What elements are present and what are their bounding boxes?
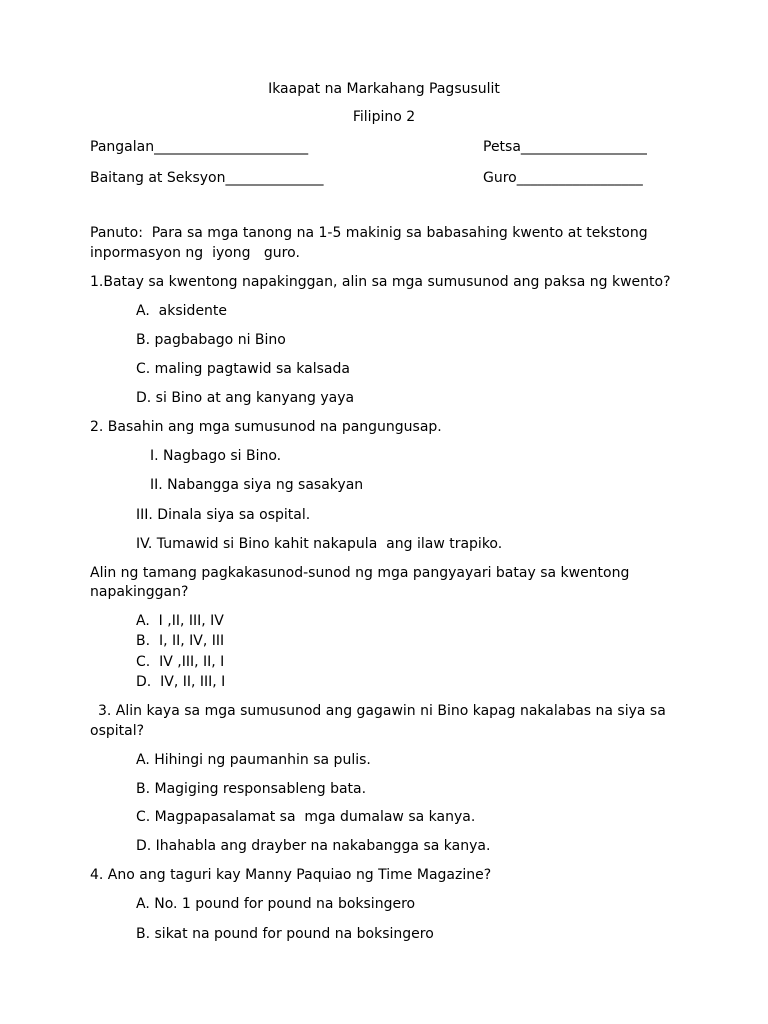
- q2-choice-a: A. I ,II, III, IV: [136, 613, 224, 629]
- question-4: 4. Ano ang taguri kay Manny Paquiao ng Time Magazine?: [90, 867, 492, 883]
- q2-choice-b: B. I, II, IV, III: [136, 633, 225, 649]
- q4-choice-a: A. No. 1 pound for pound na boksingero: [136, 896, 416, 912]
- instructions-line-1: Panuto: Para sa mga tanong na 1-5 makinig sa babasahing kwento at tekstong: [90, 225, 648, 241]
- instructions-line-2: inpormasyon ng iyong guro.: [90, 245, 300, 261]
- q2-statement-3: III. Dinala siya sa ospital.: [136, 507, 311, 523]
- q2-statement-4: IV. Tumawid si Bino kahit nakapula ang ilaw trapiko.: [136, 536, 503, 552]
- q2-statement-1: I. Nagbago si Bino.: [150, 448, 282, 464]
- q3-question-line-1: 3. Alin kaya sa mga sumusunod ang gagawin ni Bino kapag nakalabas na siya sa: [98, 703, 666, 719]
- q1-choice-b: B. pagbabago ni Bino: [136, 332, 286, 348]
- pangalan-field: Pangalan______________________: [90, 139, 309, 155]
- question-1: 1.Batay sa kwentong napakinggan, alin sa mga sumusunod ang paksa ng kwento?: [90, 274, 671, 290]
- q2-prompt-line-2: napakinggan?: [90, 584, 189, 600]
- q1-choice-d: D. si Bino at ang kanyang yaya: [136, 390, 355, 406]
- q2-choice-d: D. IV, II, III, I: [136, 674, 226, 690]
- exam-subject: Filipino 2: [352, 109, 416, 125]
- q2-statement-2: II. Nabangga siya ng sasakyan: [150, 477, 364, 493]
- question-2: 2. Basahin ang mga sumusunod na pangungusap.: [90, 419, 442, 435]
- q3-choice-a: A. Hihingi ng paumanhin sa pulis.: [136, 752, 371, 768]
- q2-prompt-line-1: Alin ng tamang pagkakasunod-sunod ng mga pangyayari batay sa kwentong: [90, 565, 630, 581]
- q4-choice-b: B. sikat na pound for pound na boksingero: [136, 926, 434, 942]
- q3-choice-c: C. Magpapasalamat sa mga dumalaw sa kanya.: [136, 809, 476, 825]
- q2-choice-c: C. IV ,III, II, I: [136, 654, 225, 670]
- q1-choice-c: C. maling pagtawid sa kalsada: [136, 361, 350, 377]
- q3-choice-b: B. Magiging responsableng bata.: [136, 781, 367, 797]
- petsa-field: Petsa__________________: [483, 139, 647, 155]
- baitang-field: Baitang at Seksyon______________: [90, 170, 324, 186]
- guro-field: Guro__________________: [483, 170, 643, 186]
- exam-title: Ikaapat na Markahang Pagsusulit: [268, 81, 500, 97]
- q3-question-line-2: ospital?: [90, 723, 145, 739]
- q1-choice-a: A. aksidente: [136, 303, 228, 319]
- q3-choice-d: D. Ihahabla ang drayber na nakabangga sa kanya.: [136, 838, 491, 854]
